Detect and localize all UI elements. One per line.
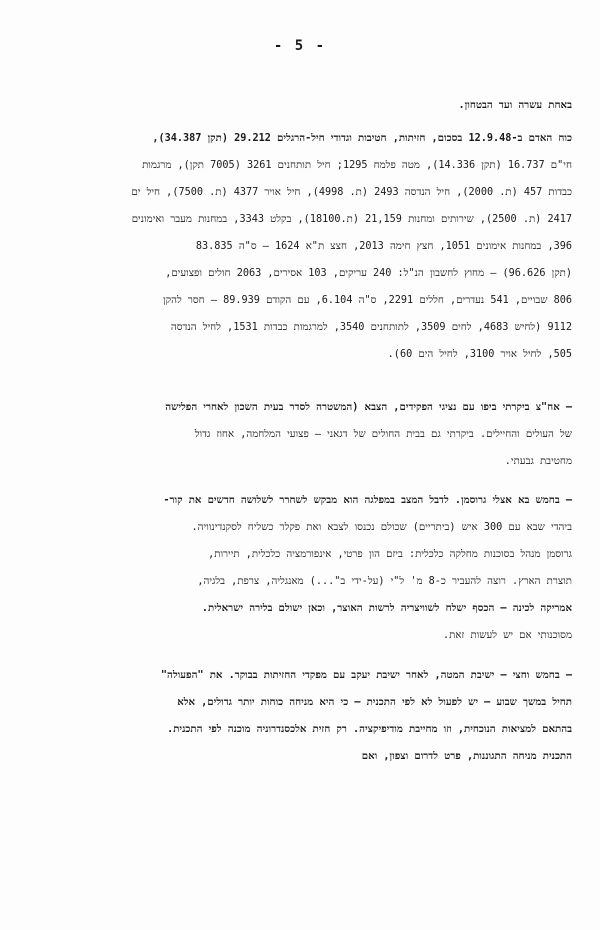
- paragraph-line: אמריקה לכינה – הכסף ישלח לשוויצריה לרשות האוצר, וכאן ישולם בלירה ישראלית.: [201, 603, 572, 614]
- heading-block: [28, 100, 572, 111]
- paragraph-line: של העולים והחיילים. ביקרתי גם בבית החולים של דגאני – פצועי המלחמה, אחוז גדול: [194, 429, 572, 440]
- paragraph-line: 396, במחנות אימונים 1051, חצץ חימה 2013, חצצ ת"א 1624 – ס"ה 83.835: [195, 241, 572, 252]
- paragraph-line: 505, לחיל אויר 3100, לחיל הים 60).: [387, 349, 572, 360]
- paragraph-1: [28, 133, 572, 360]
- page-number: - 5 -: [273, 38, 327, 54]
- heading-line: באחת עשרה ועד הבטחון.: [458, 100, 572, 111]
- paragraph-3: [28, 495, 572, 641]
- paragraph-4: [28, 670, 572, 762]
- paragraph-line: ביהדי שבא עם 300 איש (ביתריים) שכולם נכנסו לצבא ואת פקלר כשליח לסקנדינוויה.: [191, 522, 572, 533]
- paragraph-line: (תקן 96.626) – מחוץ לחשבון הנ"ל: 240 עריקים, 103 אסירים, 2063 חולים ופצועים,: [165, 268, 572, 279]
- paragraph-line: חי"ם 16.737 (תקן 14.336), מטה פלמח 1295; חיל תותחנים 3261 (7005 תקן), מרגמות: [142, 160, 572, 171]
- paragraph-line: גרוסמן מנהל בסוכנות מחלקה כלכלית: ביזם הון פרטי, אינפורמציה כלכלית, תיירות,: [208, 549, 572, 560]
- paragraph-line: כוח האדם ב-12.9.48 בסכום, חזיתות, חטיבות וגדודי חיל-הרגלים 29.212 (תקן 34.387),: [152, 133, 572, 144]
- paragraph-2: [28, 402, 572, 467]
- paragraph-line: – בחמש בא אצלי גרוסמן. לדבל המצב במפלגה הוא מבקש לשחרר לשלושה חדשים את קור-: [163, 495, 572, 506]
- paragraph-line: התכנית מניחה התגוננות, פרט לדרום וצפון, ואם: [361, 751, 572, 762]
- paragraph-line: בהתאם למציאות הנוכחית, וזו מחייבת מודיפיקציה. רק חזית אלכסנדרוניה מוכנה לפי התכנית.: [167, 724, 572, 735]
- paragraph-line: 2417 (ת. 2500), שירותים ומחנות 21,159 (ת.18100), בקלט 3343, במחנות מעבר ואימונים: [131, 214, 572, 225]
- paragraph-line: תחיל במשך שבוע – יש לפעול לא לפי התכנית – כי היא מניחה כוחות יותר גדולים, אלא: [177, 697, 572, 708]
- paragraph-line: תוצרת הארץ. רוצה להעביר כ-8 מ' ל"י (על-ידי ב"...) מאנגליה, צרפת, בלגיה,: [197, 576, 572, 587]
- paragraph-line: 9112 (לחיש 4683, לחים 3509, לתותחנים 3540, למרגמות כבדות 1531, לחיל הנדסה: [170, 322, 572, 333]
- paragraph-line: מחטיבת גבעתי.: [504, 456, 572, 467]
- paragraph-line: מסוכנותי אם יש לעשות זאת.: [443, 630, 572, 641]
- paragraph-line: כבדות 457 (ת. 2000), חיל הנדסה 2493 (ת. 4998), חיל אויר 4377 (ת. 7500), חיל ים: [131, 187, 572, 198]
- paragraph-line: – בחמש וחצי – ישיבת המטה, לאחר ישיבת יעקב עם מפקדי החזיתות בבוקר. את "הפעולה": [160, 670, 572, 681]
- paragraph-line: 806 שבויים, 541 נעדרים, חללים 2291, ס"ה 6.104, עם הקודם 89.939 – חסר להקן: [163, 295, 572, 306]
- paragraph-line: – אח"צ ביקרתי ביפו עם נציגי הפקידים, הצבא (המשטרה לסדר בעית השכון לאחרי הפלישה: [165, 402, 572, 413]
